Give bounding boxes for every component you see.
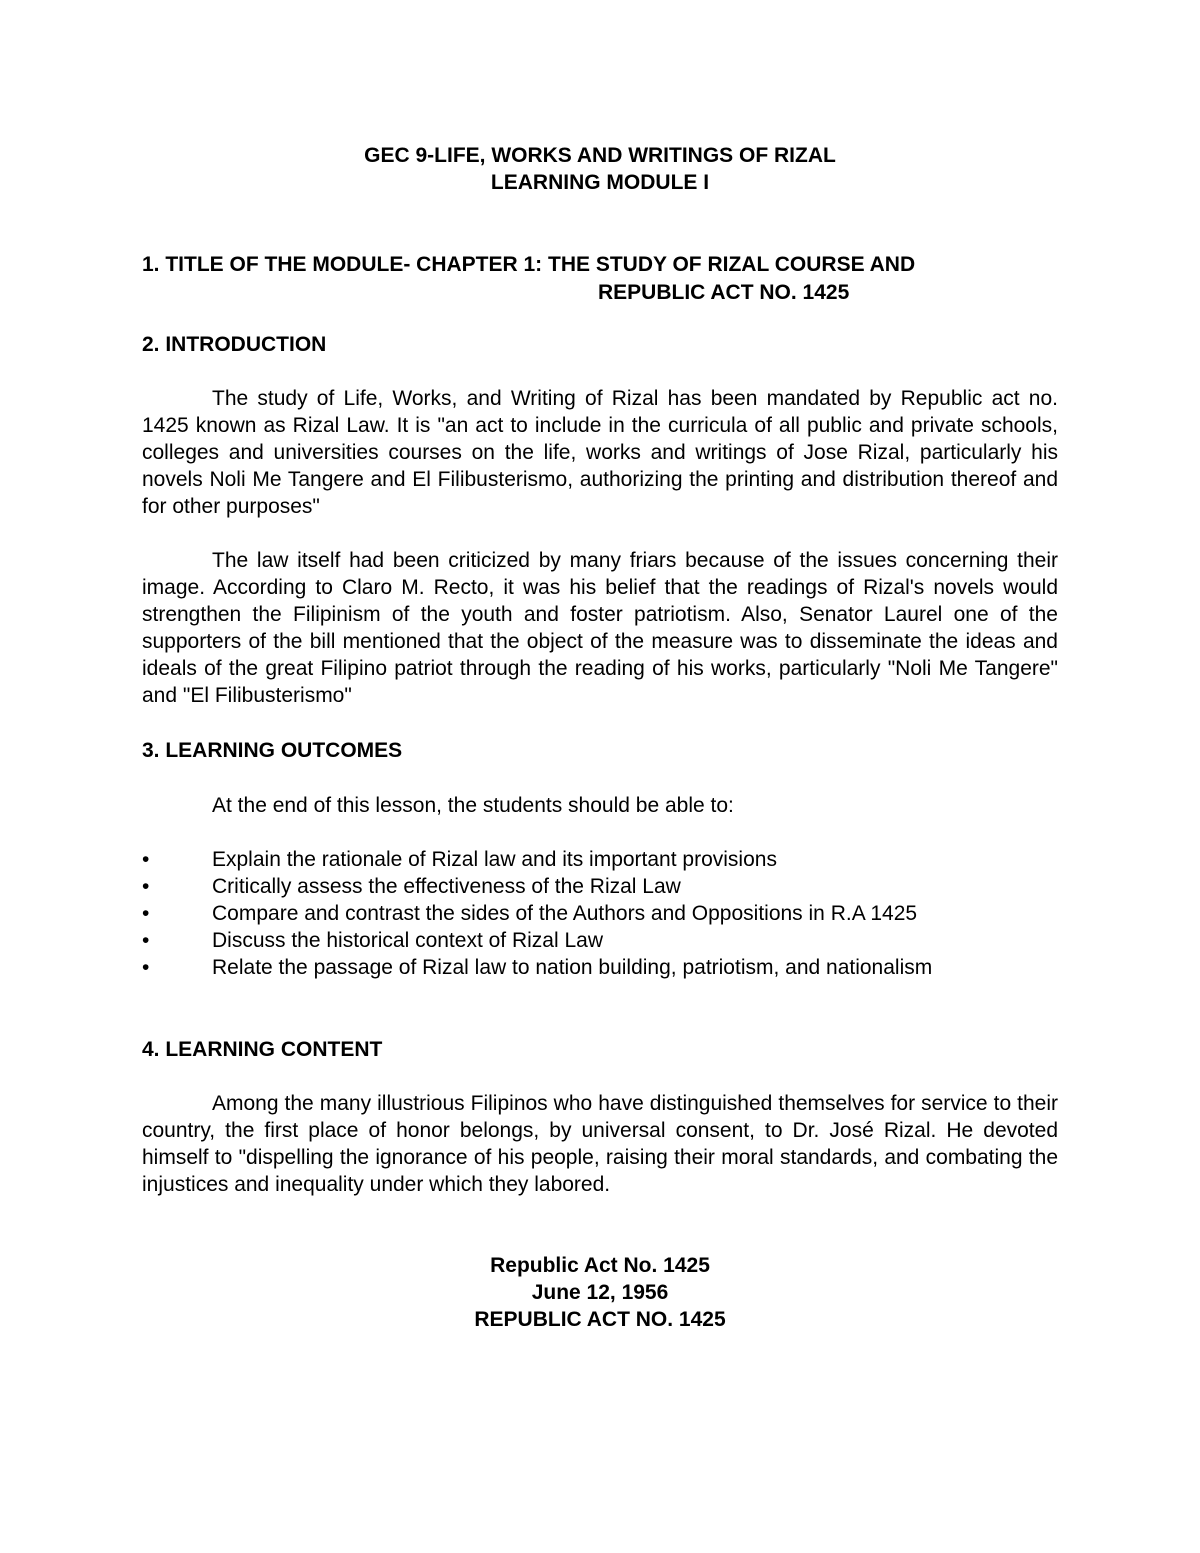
module-title: LEARNING MODULE I <box>490 171 710 194</box>
list-item: • Compare and contrast the sides of the Authors and Oppositions in R.A 1425 <box>142 902 918 925</box>
course-title: GEC 9-LIFE, WORKS AND WRITINGS OF RIZAL <box>364 144 836 167</box>
list-item: • Relate the passage of Rizal law to nation building, patriotism, and nationalism <box>142 956 933 979</box>
act-date: June 12, 1956 <box>531 1281 669 1304</box>
outcomes-list <box>142 846 1082 981</box>
section2-heading: 2. INTRODUCTION <box>142 333 327 356</box>
bullet-icon: • <box>142 956 150 979</box>
list-item: • Critically assess the effectiveness of the Rizal Law <box>142 875 681 898</box>
act-number: REPUBLIC ACT NO. 1425 <box>474 1308 726 1331</box>
bullet-icon: • <box>142 848 150 871</box>
outcomes-intro: At the end of this lesson, the students should be able to: <box>212 794 734 817</box>
section1-title-line2: REPUBLIC ACT NO. 1425 <box>598 281 850 304</box>
bullet-icon: • <box>142 875 150 898</box>
section3-heading: 3. LEARNING OUTCOMES <box>142 739 403 762</box>
section4-heading: 4. LEARNING CONTENT <box>142 1038 383 1061</box>
introduction-paragraph-1: The study of Life, Works, and Writing of Rizal has been mandated by Republic act no. 1425 known as Rizal Law. It is "an act to include in the curricula of all public and private schools, colleges and universities courses on the life, works and writings of Jose Rizal, particularly his novels Noli Me Tangere and El Filibusterismo, authorizing the printing and distribution thereof and for other purposes" <box>142 387 1058 518</box>
list-item: • Discuss the historical context of Rizal Law <box>142 929 603 952</box>
learning-content-paragraph: Among the many illustrious Filipinos who have distinguished themselves for service to their country, the first place of honor belongs, by universal consent, to Dr. José Rizal. He devoted himself to "dispelling the ignorance of his people, raising their moral standards, and combating the injustices and inequality under which they labored. <box>142 1092 1058 1196</box>
section1-title-line1: 1. TITLE OF THE MODULE- CHAPTER 1: THE STUDY OF RIZAL COURSE AND <box>142 253 916 276</box>
introduction-paragraph-2: The law itself had been criticized by many friars because of the issues concerning their image. According to Claro M. Recto, it was his belief that the readings of Rizal's novels would strengthen the Filipinism of the youth and foster patriotism. Also, Senator Laurel one of the supporters of the bill mentioned that the object of the measure was to disseminate the ideas and ideals of the great Filipino patriot through the reading of his works, particularly "Noli Me Tangere" and "El Filibusterismo" <box>142 549 1058 707</box>
act-title: Republic Act No. 1425 <box>490 1254 710 1277</box>
bullet-icon: • <box>142 929 150 952</box>
list-item: • Explain the rationale of Rizal law and its important provisions <box>142 848 777 871</box>
bullet-icon: • <box>142 902 150 925</box>
